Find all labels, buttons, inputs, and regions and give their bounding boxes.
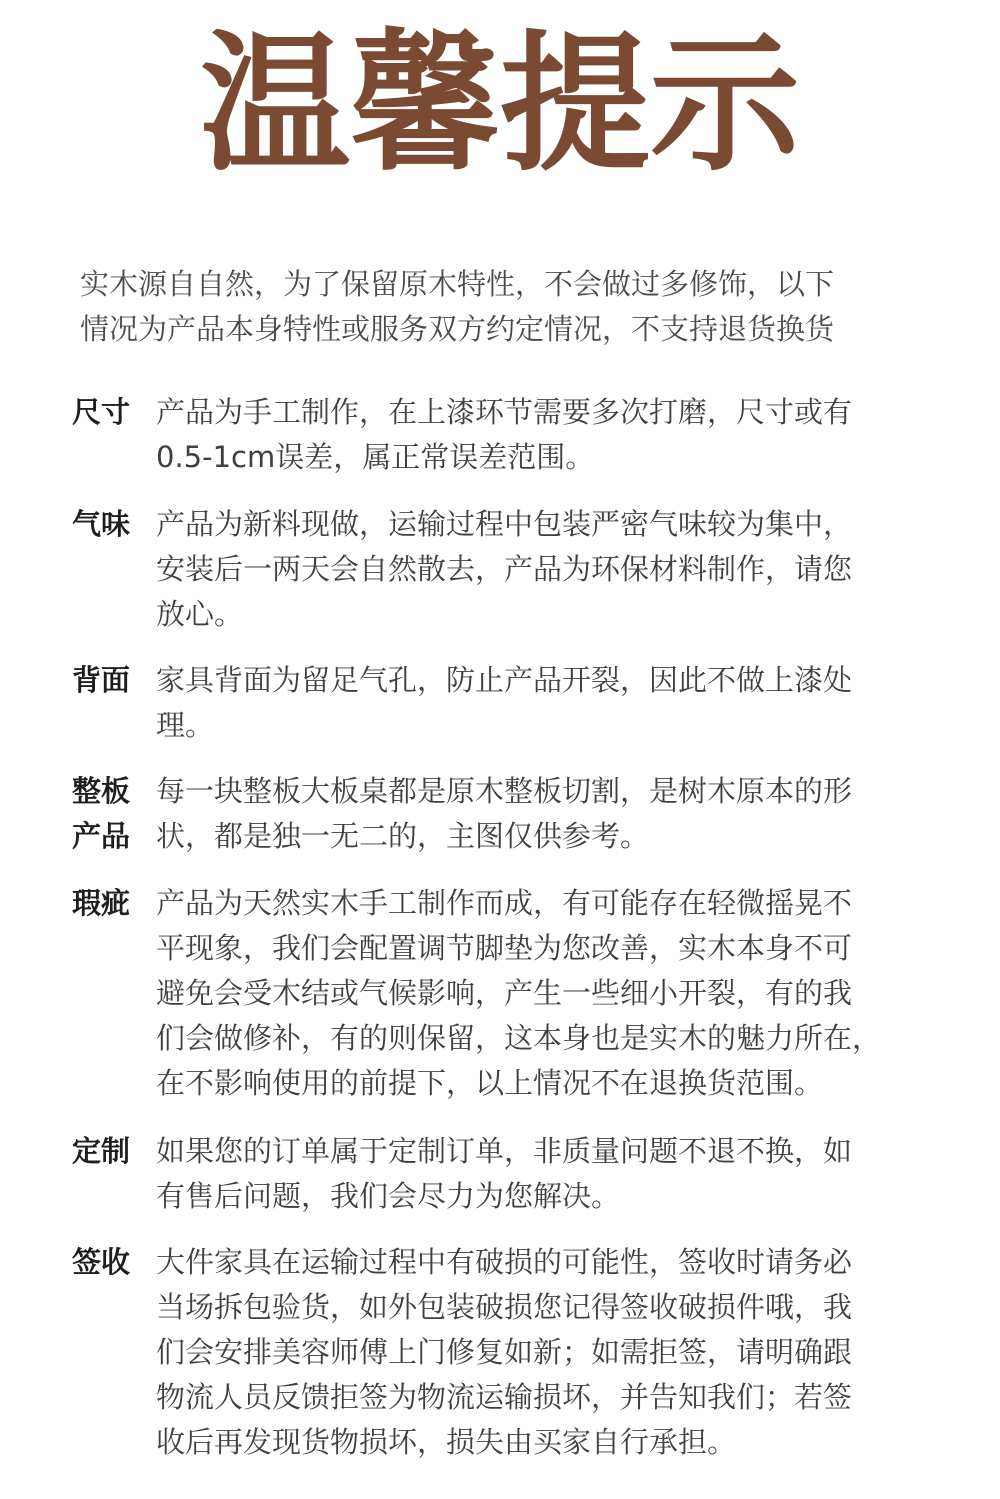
notice-label-line: 整板 [72,774,131,808]
notice-line: 每一块整板大板桌都是原木整板切割，是树木原本的形 [156,774,853,808]
notice-body [156,658,946,748]
intro-text [80,262,940,352]
notice-body [156,1129,946,1219]
intro-line: 实木源自自然，为了保留原木特性，不会做过多修饰，以下 [80,267,835,301]
notice-label-line: 气味 [72,507,131,541]
notice-line: 产品为新料现做，运输过程中包装严密气味较为集中， [156,507,853,541]
notice-line: 家具背面为留足气孔，防止产品开裂，因此不做上漆处 [156,663,853,697]
notice-line: 状，都是独一无二的，主图仅供参考。 [156,819,650,853]
notice-body [156,502,946,637]
notice-line: 产品为天然实木手工制作而成，有可能存在轻微摇晃不 [156,886,853,920]
page-title: 温馨提示 [199,18,800,192]
notice-label-line: 瑕疵 [72,886,131,920]
notice-line: 产品为手工制作，在上漆环节需要多次打磨，尺寸或有 [156,395,853,429]
notice-line: 当场拆包验货，如外包装破损您记得签收破损件哦，我 [156,1290,853,1324]
notice-label [72,502,142,547]
notice-label-line: 产品 [72,819,131,853]
notice-line: 放心。 [156,597,244,631]
notice-label [72,658,142,703]
notice-line: 0.5-1cm误差，属正常误差范围。 [156,440,595,474]
notice-label [72,881,142,926]
intro-line: 情况为产品本身特性或服务双方约定情况，不支持退货换货 [80,312,835,346]
notice-line: 避免会受木结或气候影响，产生一些细小开裂，有的我 [156,976,853,1010]
notice-line: 有售后问题，我们会尽力为您解决。 [156,1179,621,1213]
notice-line: 平现象，我们会配置调节脚垫为您改善，实木本身不可 [156,931,853,965]
notice-label-line: 定制 [72,1134,131,1168]
notice-label-line: 尺寸 [72,395,131,429]
notice-body [156,769,946,859]
notice-label [72,1129,142,1174]
notice-line: 物流人员反馈拒签为物流运输损坏，并告知我们；若签 [156,1380,853,1414]
notice-line: 收后再发现货物损坏，损失由买家自行承担。 [156,1425,737,1459]
notice-body [156,881,946,1106]
notice-label [72,769,142,859]
notice-label-line: 签收 [72,1245,131,1279]
notice-label [72,390,142,435]
notice-body [156,1240,946,1465]
notice-label [72,1240,142,1285]
notice-label-line: 背面 [72,663,131,697]
notice-line: 们会安排美容师傅上门修复如新；如需拒签，请明确跟 [156,1335,853,1369]
notice-line: 大件家具在运输过程中有破损的可能性，签收时请务必 [156,1245,853,1279]
notice-body [156,390,946,480]
notice-line: 在不影响使用的前提下，以上情况不在退换货范围。 [156,1066,824,1100]
notice-line: 们会做修补，有的则保留，这本身也是实木的魅力所在， [156,1021,882,1055]
notice-line: 理。 [156,708,215,742]
notice-line: 如果您的订单属于定制订单，非质量问题不退不换，如 [156,1134,853,1168]
notice-line: 安装后一两天会自然散去，产品为环保材料制作，请您 [156,552,853,586]
